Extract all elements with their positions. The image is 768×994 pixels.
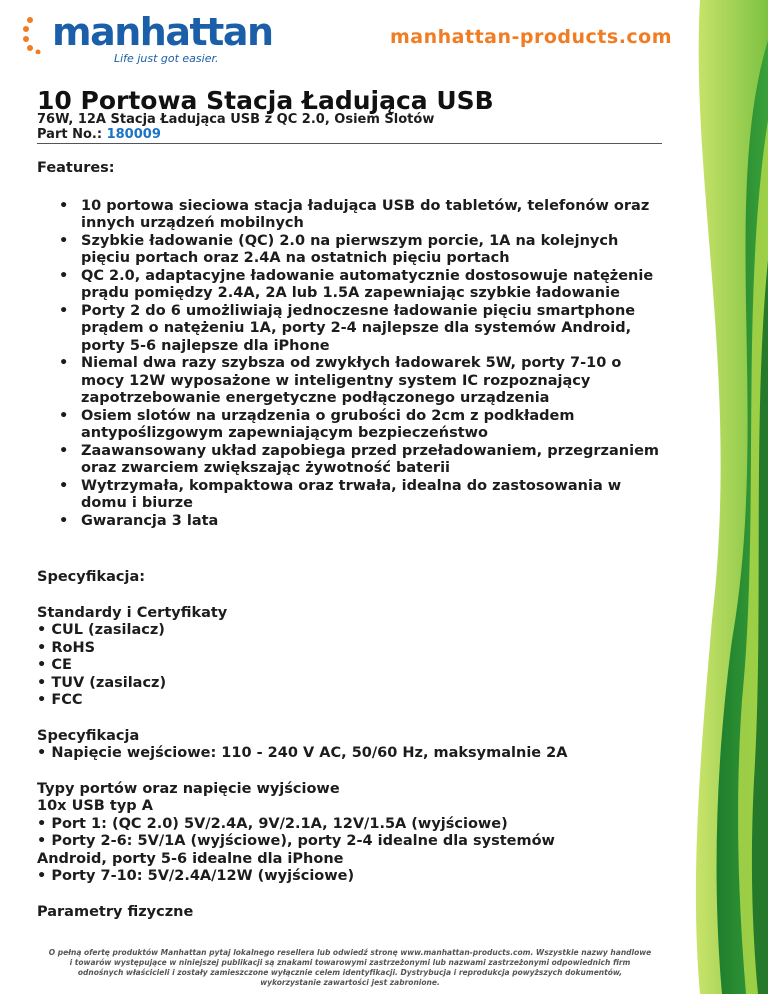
feature-item: • Gwarancja 3 lata [81,513,665,531]
part-number-value: 180009 [106,127,161,142]
product-subtitle: 76W, 12A Stacja Ładująca USB z QC 2.0, Osiem Slotów [37,112,435,127]
standard-item: • RoHS [37,639,96,656]
ports-line: 10x USB typ A [37,798,153,814]
part-number-line [37,127,161,142]
feature-item: • Osiem slotów na urządzenia o grubości do 2cm z podkładem antypoślizgowym zapewniającym bezpieczeństwo [81,408,665,443]
spec-heading: Specyfikacja [37,727,140,744]
document-body [37,160,665,921]
standard-item: • CUL (zasilacz) [37,622,165,638]
standards-heading: Standardy i Certyfikaty [37,604,228,621]
features-heading: Features: [37,160,115,176]
spec-line: • Napięcie wejściowe: 110 - 240 V AC, 50/60 Hz, maksymalnie 2A [37,745,568,761]
product-title: 10 Portowa Stacja Ładująca USB [37,86,494,115]
feature-item: • QC 2.0, adaptacyjne ładowanie automatycznie dostosowuje natężenie prądu pomiędzy 2.4A, 2A lub 1.5A zapewniając szybkie ładowanie [81,268,665,303]
footer-line: odnośnych właścicieli i zostały zamieszczone wyłącznie celem identyfikacji. Dystrybucja i reprodukcja powyższych dokumentów, [77,968,623,977]
standard-item: • FCC [37,692,83,708]
feature-item: • Zaawansowany układ zapobiega przed przeładowaniem, przegrzaniem oraz zwarciem zwiększając żywotność baterii [81,443,665,478]
ports-line: • Porty 7-10: 5V/2.4A/12W (wyjściowe) [37,868,355,884]
feature-item: • Wytrzymała, kompaktowa oraz trwała, idealna do zastosowania w domu i biurze [81,478,665,513]
specs-heading: Specyfikacja: [37,569,146,585]
physical-heading: Parametry fizyczne [37,903,194,920]
standard-item: • CE [37,657,72,673]
feature-item: • 10 portowa sieciowa stacja ładująca USB do tabletów, telefonów oraz innych urządzeń mobilnych [81,198,665,233]
ports-line: • Port 1: (QC 2.0) 5V/2.4A, 9V/2.1A, 12V/1.5A (wyjściowe) [37,815,508,832]
footer-line: O pełną ofertę produktów Manhattan pytaj lokalnego resellera lub odwiedź stronę www.manhattan-products.com. Wszystkie nazwy handlowe [48,948,652,957]
ports-heading: Typy portów oraz napięcie wyjściowe [37,780,340,797]
features-list [37,198,665,531]
feature-item: • Niemal dwa razy szybsza od zwykłych ładowarek 5W, porty 7-10 o mocy 12W wyposażone w inteligentny system IC rozpoznający zapotrzebowanie energetyczne podłączonego urządzenia [81,355,665,408]
logo-wordmark: manhattan [52,10,273,54]
standard-item: • TUV (zasilacz) [37,674,167,691]
feature-item: • Porty 2 do 6 umożliwiają jednoczesne ładowanie pięciu smartphone prądem o natężeniu 1A, porty 2-4 najlepsze dla systemów Android, porty 5-6 najlepsze dla iPhone [81,303,665,356]
legal-footer [30,948,670,988]
manhattan-logo[interactable] [22,8,273,68]
part-number-label: Part No.: [37,127,103,142]
site-link[interactable]: manhattan-products.com [390,26,673,48]
title-divider [37,143,662,144]
ports-line: • Porty 2-6: 5V/1A (wyjściowe), porty 2-4 idealne dla systemów [37,833,555,849]
logo-dots-icon [22,14,56,54]
footer-line: wykorzystanie zawartości jest zabronione. [260,978,440,987]
footer-line: i towarów występujące w niniejszej publikacji są znakami towarowymi zastrzeżonymi lub nazwami zastrzeżonymi odpowiednich firm [69,958,631,967]
logo-tagline: Life just got easier. [114,52,219,65]
feature-item: • Szybkie ładowanie (QC) 2.0 na pierwszym porcie, 1A na kolejnych pięciu portach oraz 2.4A na ostatnich pięciu portach [81,233,665,268]
ports-line: Android, porty 5-6 idealne dla iPhone [37,850,344,867]
